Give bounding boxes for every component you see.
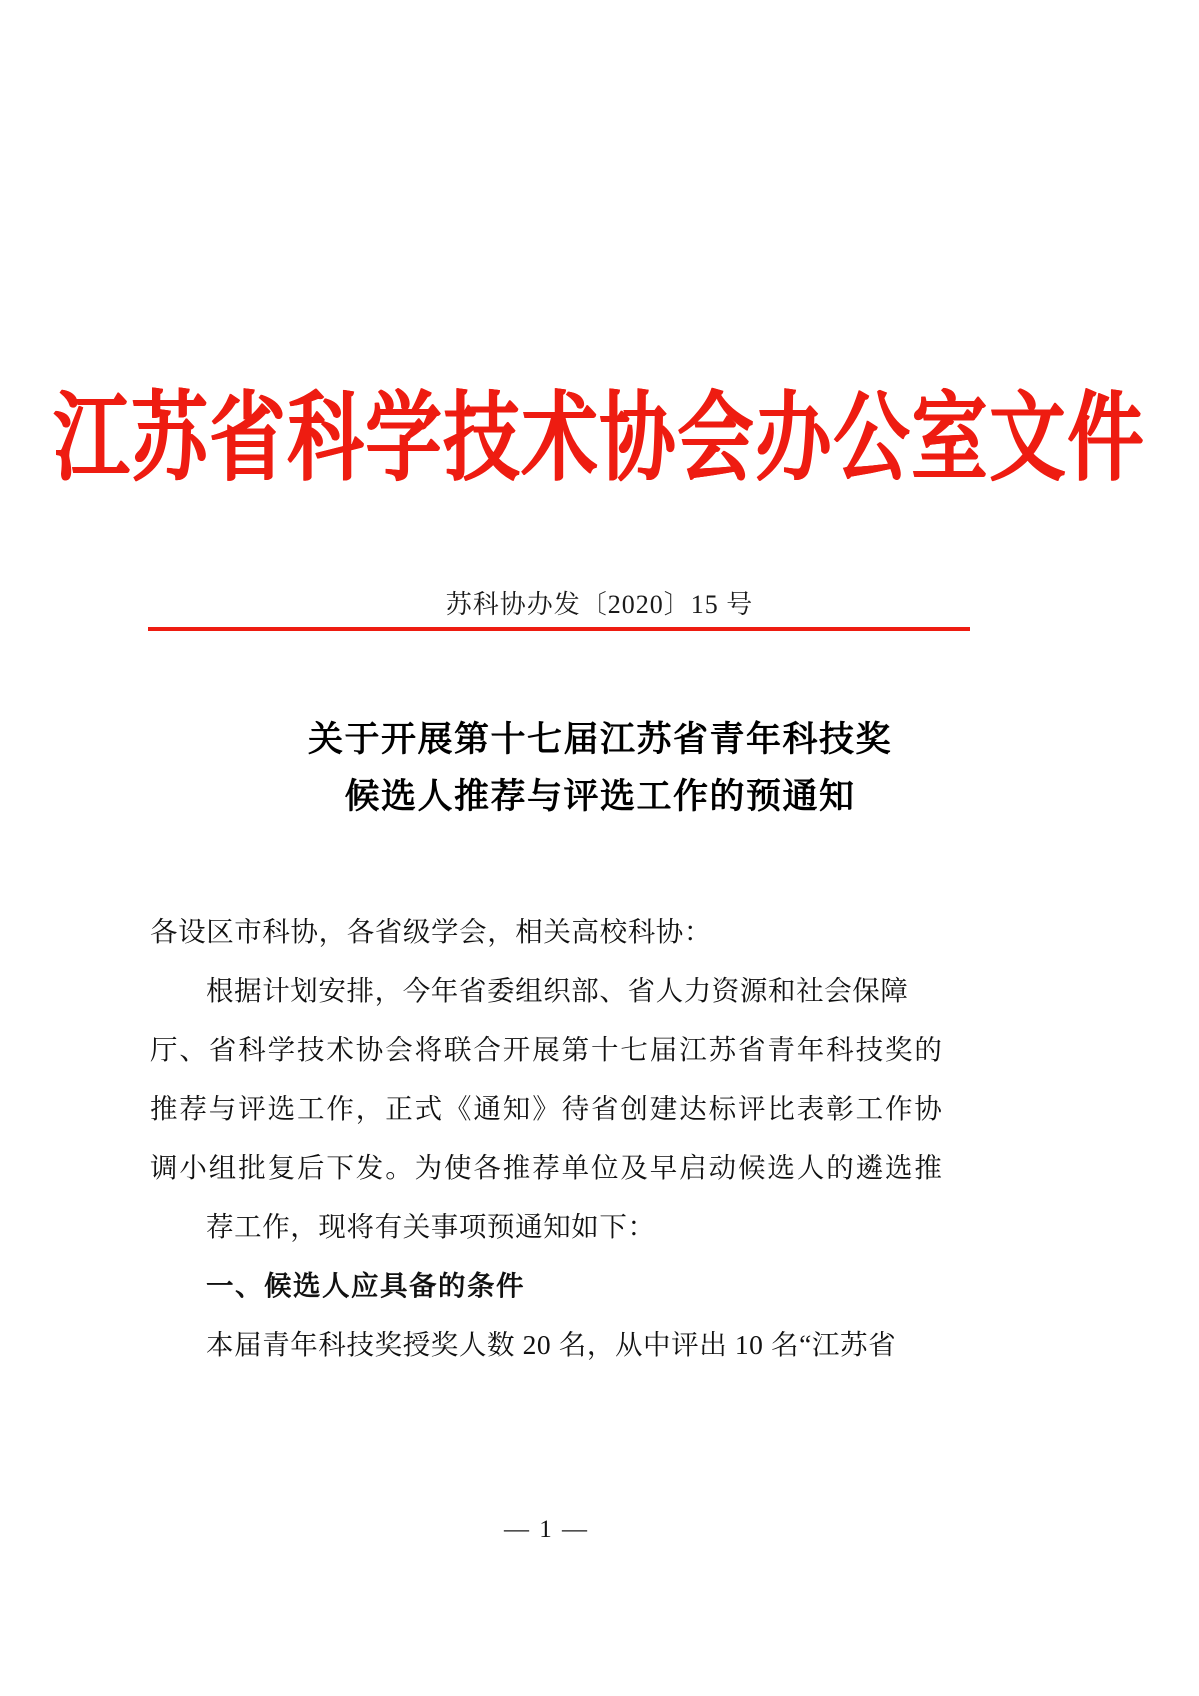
letterhead-masthead: [0, 383, 1199, 494]
salutation-line: 各设区市科协，各省级学会，相关高校科协：: [150, 916, 712, 947]
red-separator-rule: [148, 627, 970, 631]
document-title-line-2: 候选人推荐与评选工作的预通知: [344, 776, 856, 816]
paragraph-1-line-2: 厅、省科学技术协会将联合开展第十七届江苏省青年科技奖的: [150, 1034, 944, 1065]
document-title: [150, 712, 1050, 825]
document-title-line-1: 关于开展第十七届江苏省青年科技奖: [307, 720, 892, 759]
paragraph-1-line-4: 调小组批复后下发。为使各推荐单位及早启动候选人的遴选推: [150, 1152, 944, 1183]
issuing-authority-title: 江苏省科学技术协会办公室文件: [53, 385, 1146, 494]
paragraph-1-line-3: 推荐与评选工作，正式《通知》待省创建达标评比表彰工作协: [150, 1093, 944, 1124]
page-number-footer: — 1 —: [504, 1516, 589, 1543]
paragraph-1-line-5: 荐工作，现将有关事项预通知如下：: [206, 1211, 656, 1242]
document-number: 苏科协办发〔2020〕15 号: [445, 590, 754, 619]
paragraph-2-line-1: 本届青年科技奖授奖人数 20 名，从中评出 10 名“江苏省: [206, 1329, 897, 1360]
paragraph-1-line-1: 根据计划安排，今年省委组织部、省人力资源和社会保障: [206, 975, 909, 1006]
section-heading-1: 一、候选人应具备的条件: [206, 1270, 525, 1301]
document-body: [150, 902, 1018, 1374]
